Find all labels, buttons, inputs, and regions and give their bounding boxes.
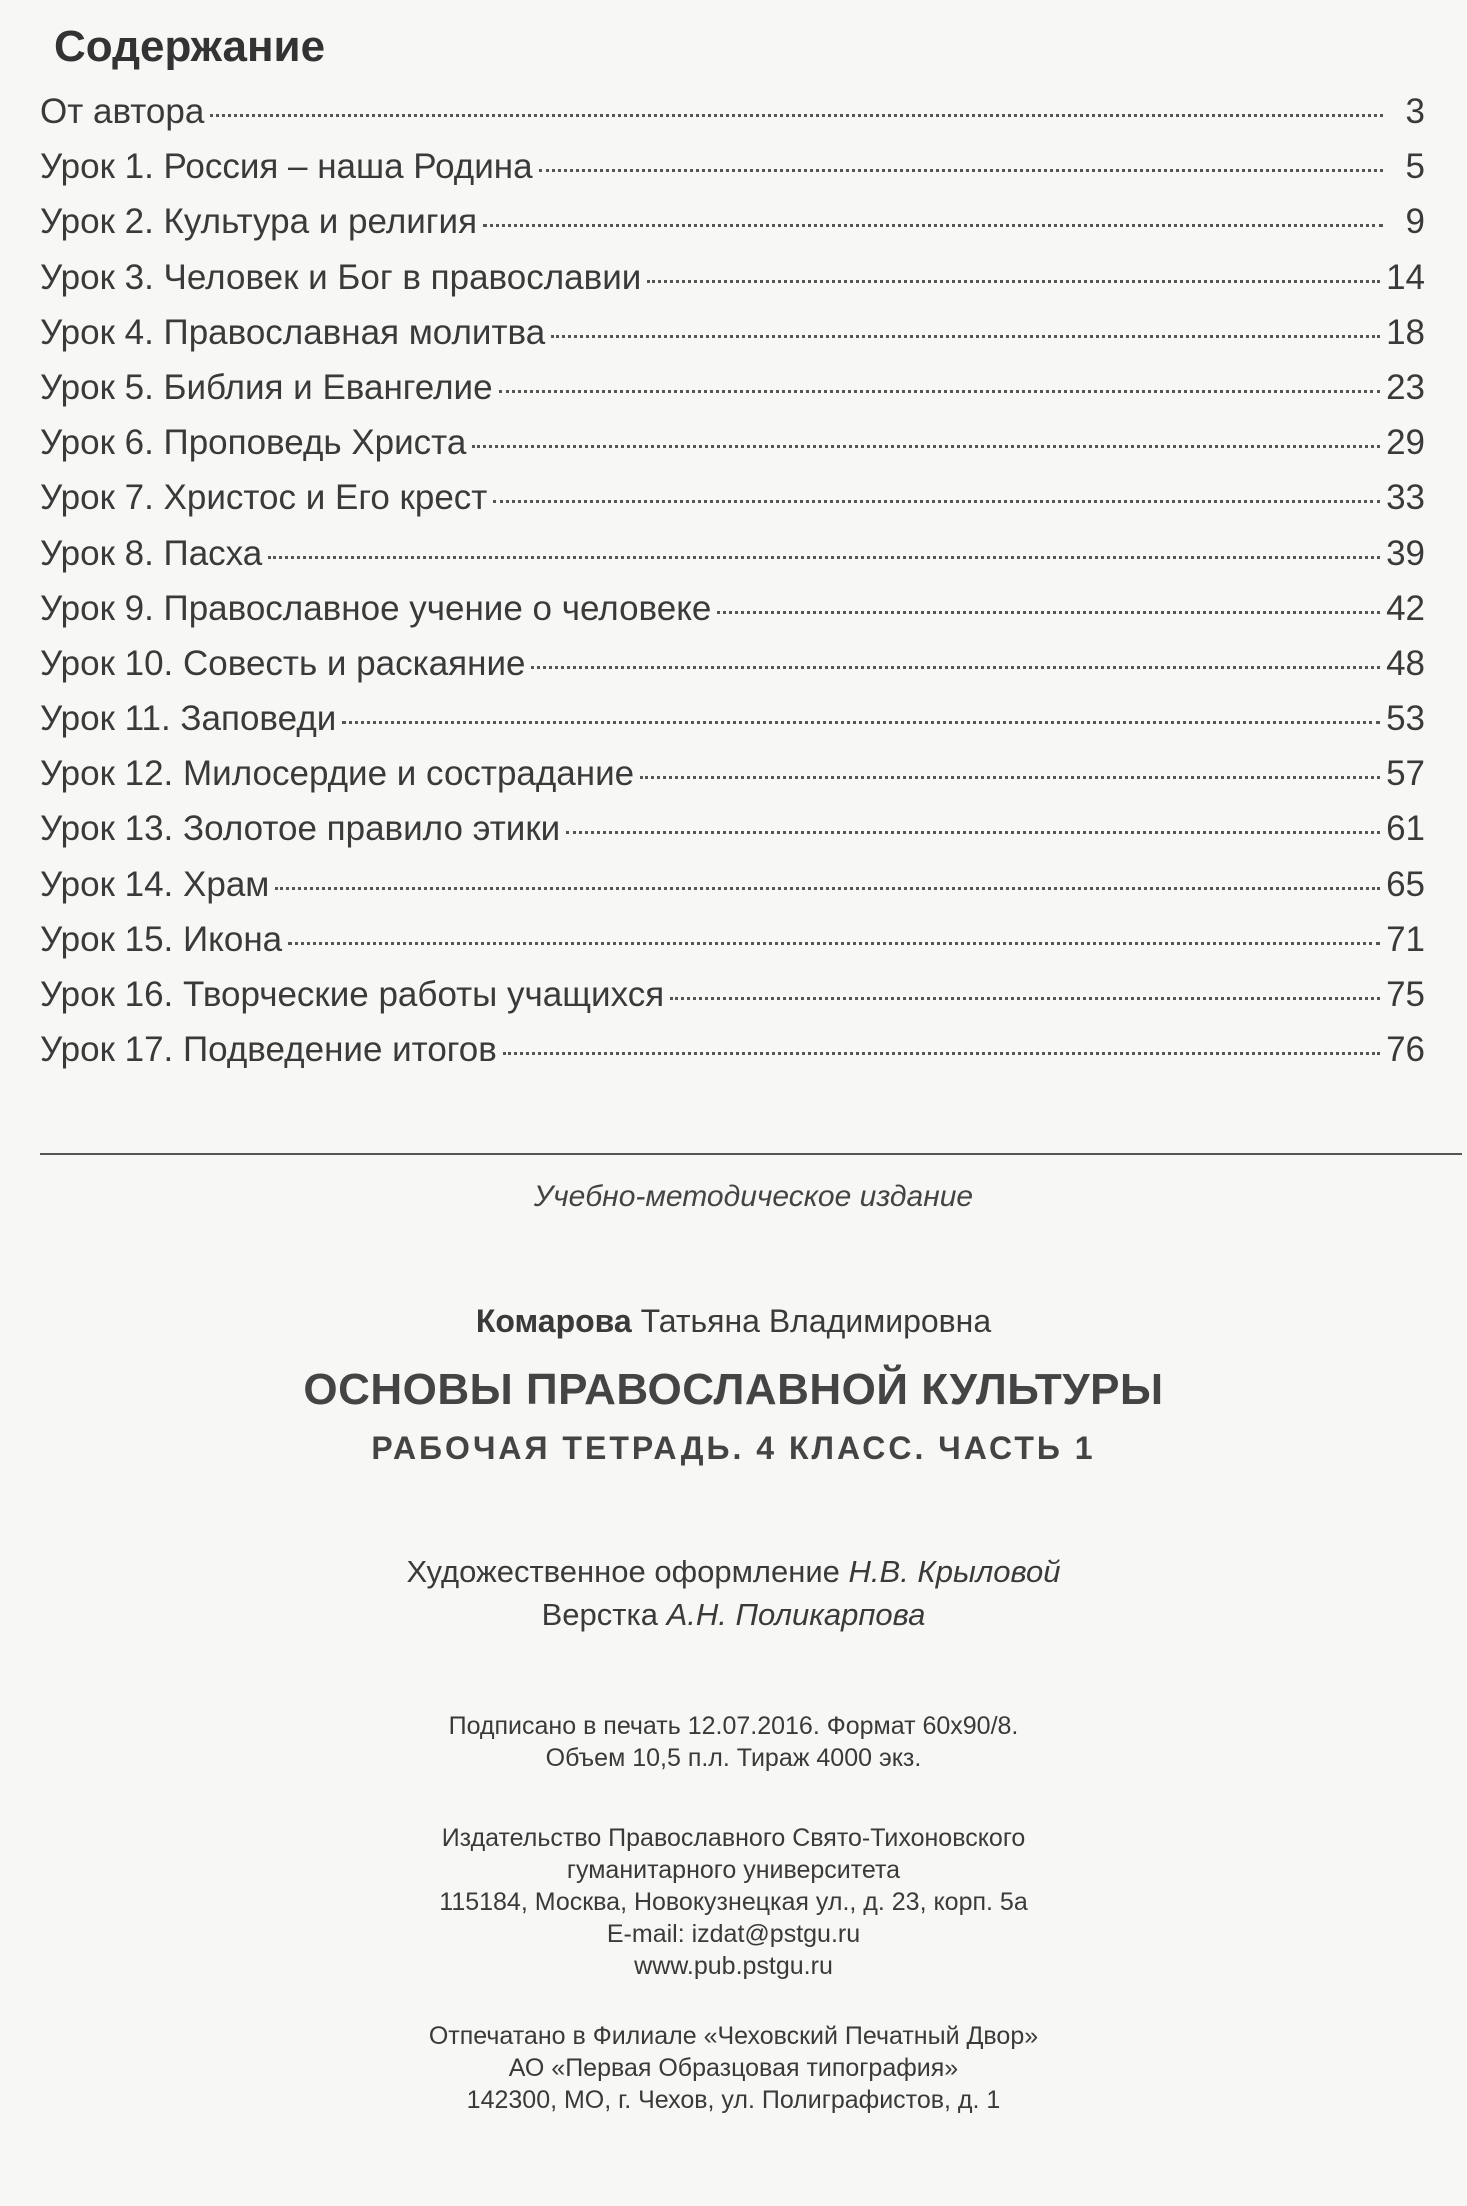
- dot-leader: [531, 666, 1380, 669]
- toc-entry-page: 53: [1386, 699, 1425, 739]
- toc-entry-title: От автора: [40, 92, 205, 131]
- toc-entry-title: Урок 9. Православное учение о человеке: [40, 588, 712, 628]
- dot-leader: [288, 942, 1380, 945]
- toc-entry: [40, 313, 1425, 368]
- toc-entry-page: 5: [1405, 147, 1425, 187]
- toc-entry: [40, 589, 1425, 644]
- toc-entry: [40, 865, 1425, 920]
- toc-entry: [40, 699, 1425, 754]
- toc-entry-page: 65: [1386, 864, 1425, 904]
- toc-entry-page: 9: [1405, 202, 1425, 242]
- dot-leader: [472, 445, 1380, 448]
- layout-credit: [0, 1593, 1467, 1636]
- toc-entry-page: 18: [1386, 312, 1425, 352]
- dot-leader: [493, 500, 1380, 503]
- toc-entry: [40, 202, 1425, 257]
- art-credit: [0, 1550, 1467, 1593]
- print-info: [0, 1710, 1467, 1774]
- dot-leader: [268, 556, 1380, 559]
- layout-label: Верстка: [541, 1597, 658, 1632]
- toc-entry-page: 71: [1386, 919, 1425, 959]
- toc-entry-title: Урок 12. Милосердие и сострадание: [40, 754, 635, 794]
- toc-entry-page: 23: [1386, 367, 1425, 407]
- dot-leader: [503, 1052, 1380, 1055]
- toc-entry-page: 3: [1405, 92, 1425, 131]
- toc-entry: [40, 478, 1425, 533]
- book-subtitle: РАБОЧАЯ ТЕТРАДЬ. 4 КЛАСС. ЧАСТЬ 1: [371, 1430, 1096, 1466]
- toc-entry-title: Урок 17. Подведение итогов: [40, 1030, 497, 1070]
- printer-address: 142300, МО, г. Чехов, ул. Полиграфистов, д. 1: [466, 2086, 1001, 2114]
- dot-leader: [499, 390, 1381, 393]
- dot-leader: [647, 280, 1380, 283]
- toc-entry-page: 61: [1386, 809, 1425, 849]
- publisher-site: www.pub.pstgu.ru: [634, 1952, 833, 1980]
- toc-entry-title: Урок 15. Икона: [40, 919, 283, 959]
- toc-entry-title: Урок 7. Христос и Его крест: [40, 478, 488, 518]
- art-name: Н.В. Крыловой: [848, 1554, 1061, 1589]
- toc-entry-page: 29: [1386, 423, 1425, 463]
- toc-entry: [40, 423, 1425, 478]
- dot-leader: [342, 721, 1380, 724]
- dot-leader: [210, 114, 1383, 117]
- toc-entry-title: Урок 8. Пасха: [40, 533, 263, 573]
- toc-entry-page: 48: [1386, 643, 1425, 683]
- toc-entry-page: 33: [1386, 478, 1425, 518]
- toc-entry-page: 75: [1386, 975, 1425, 1014]
- toc-entry-page: 57: [1386, 754, 1425, 794]
- dot-leader: [551, 335, 1380, 338]
- publisher-email: E-mail: izdat@pstgu.ru: [606, 1920, 861, 1948]
- author-surname: Комарова: [475, 1303, 632, 1339]
- toc-entry-title: Урок 11. Заповеди: [40, 699, 337, 739]
- print-line: Объем 10,5 п.л. Тираж 4000 экз.: [545, 1744, 922, 1772]
- toc-entry-title: Урок 10. Совесть и раскаяние: [40, 643, 526, 683]
- toc-entry-title: Урок 6. Проповедь Христа: [40, 423, 467, 463]
- toc-entry-title: Урок 1. Россия – наша Родина: [40, 147, 533, 187]
- dot-leader: [566, 831, 1380, 834]
- toc-entry: [40, 920, 1425, 975]
- section-divider: [40, 1153, 1462, 1155]
- edition-type: Учебно-методическое издание: [533, 1180, 974, 1213]
- toc-entry-title: Урок 3. Человек и Бог в православии: [40, 257, 642, 297]
- printer-line: АО «Первая Образцовая типография»: [508, 2054, 959, 2082]
- dot-leader: [670, 997, 1380, 1000]
- book-title: ОСНОВЫ ПРАВОСЛАВНОЙ КУЛЬТУРЫ: [303, 1365, 1164, 1414]
- dot-leader: [483, 224, 1383, 227]
- dot-leader: [539, 169, 1383, 172]
- dot-leader: [275, 887, 1380, 890]
- publisher-address: 115184, Москва, Новокузнецкая ул., д. 23, корп. 5а: [439, 1888, 1028, 1916]
- toc-entry-page: 42: [1386, 588, 1425, 628]
- toc-entry: [40, 147, 1425, 202]
- dot-leader: [717, 611, 1380, 614]
- toc-entry-page: 76: [1386, 1030, 1425, 1070]
- layout-name: А.Н. Поликарпова: [666, 1597, 926, 1632]
- toc-entry-title: Урок 4. Православная молитва: [40, 312, 546, 352]
- toc-heading: Содержание: [54, 22, 326, 71]
- toc-entry: [40, 92, 1425, 147]
- toc-entry-title: Урок 5. Библия и Евангелие: [40, 367, 493, 407]
- art-label: Художественное оформление: [406, 1554, 840, 1589]
- publisher-line: Издательство Православного Свято-Тихоновского: [441, 1824, 1026, 1852]
- author-name: Татьяна Владимировна: [640, 1303, 992, 1339]
- dot-leader: [640, 776, 1380, 779]
- toc-entry: [40, 258, 1425, 313]
- toc-entry: [40, 644, 1425, 699]
- toc-entry: [40, 368, 1425, 423]
- toc-entry: [40, 754, 1425, 809]
- publisher-line: гуманитарного университета: [566, 1856, 901, 1884]
- toc-entry: [40, 1030, 1425, 1085]
- table-of-contents: [40, 92, 1425, 1085]
- publisher-info: [0, 1822, 1467, 1982]
- toc-entry: [40, 534, 1425, 589]
- toc-entry-title: Урок 16. Творческие работы учащихся: [40, 975, 665, 1014]
- toc-entry-title: Урок 14. Храм: [40, 864, 270, 904]
- toc-entry-page: 14: [1386, 257, 1425, 297]
- printer-info: [0, 2020, 1467, 2116]
- toc-entry-page: 39: [1386, 533, 1425, 573]
- toc-entry-title: Урок 13. Золотое правило этики: [40, 809, 561, 849]
- toc-entry: [40, 975, 1425, 1030]
- print-line: Подписано в печать 12.07.2016. Формат 60х90/8.: [448, 1712, 1019, 1740]
- credits: [0, 1550, 1467, 1636]
- author-line: [0, 1303, 1467, 1340]
- toc-entry: [40, 809, 1425, 864]
- toc-entry-title: Урок 2. Культура и религия: [40, 202, 478, 242]
- printer-line: Отпечатано в Филиале «Чеховский Печатный Двор»: [428, 2022, 1039, 2050]
